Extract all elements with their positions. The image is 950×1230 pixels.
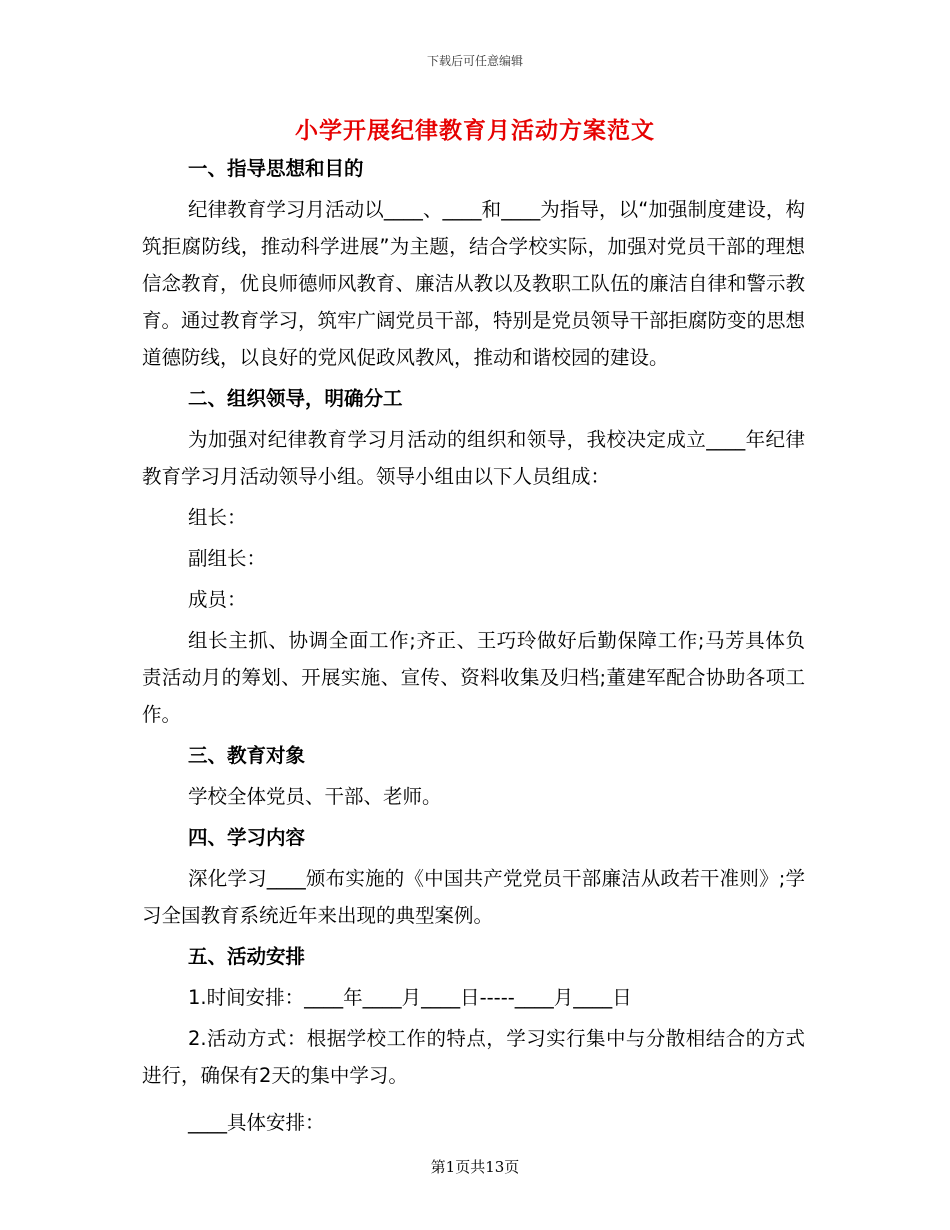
section-heading-organization: 二、组织领导，明确分工 <box>188 387 403 410</box>
paragraph-activity-method: 2.活动方式：根据学校工作的特点，学习实行集中与分散相结合的方式进行，确保有2天的集中学习。 <box>142 1027 805 1087</box>
section-heading-guiding: 一、指导思想和目的 <box>188 157 364 180</box>
document-title: 小学开展纪律教育月活动方案范文 <box>295 118 655 144</box>
paragraph-guiding: 纪律教育学习月活动以____、____和____为指导，以“加强制度建设，构筑拒腐防线，推动科学进展”为主题，结合学校实际，加强对党员干部的理想信念教育，优良师德师风教育、廉洁从教以及教职工队伍的廉洁自律和警示教育。通过教育学习，筑牢广阔党员干部，特别是党员领导干部拒腐防变的思想道德防线，以良好的党风促政风教风，推动和谐校园的建设。 <box>142 198 806 369</box>
document-body <box>142 150 805 1141</box>
line-deputy-leader: 副组长： <box>188 547 267 570</box>
line-members: 成员： <box>188 588 247 611</box>
line-group-leader: 组长： <box>188 506 247 529</box>
page-indicator: 第1页共13页 <box>430 1158 520 1176</box>
paragraph-specific-arrangement: ____具体安排： <box>188 1111 325 1134</box>
section-heading-content: 四、学习内容 <box>188 826 306 849</box>
paragraph-organization-intro: 为加强对纪律教育学习月活动的组织和领导，我校决定成立____年纪律教育学习月活动领导小组。领导小组由以下人员组成： <box>142 428 805 488</box>
paragraph-content: 深化学习____颁布实施的《中国共产党党员干部廉洁从政若干准则》;学习全国教育系统近年来出现的典型案例。 <box>142 867 805 927</box>
section-heading-audience: 三、教育对象 <box>188 744 306 767</box>
paragraph-audience: 学校全体党员、干部、老师。 <box>188 785 442 808</box>
section-heading-schedule: 五、活动安排 <box>188 945 306 968</box>
paragraph-division-of-labor: 组长主抓、协调全面工作;齐正、王巧玲做好后勤保障工作;马芳具体负责活动月的筹划、开展实施、宣传、资料收集及归档;董建军配合协助各项工作。 <box>142 629 805 726</box>
paragraph-time-schedule: 1.时间安排：____年____月____日-----____月____日 <box>188 986 632 1009</box>
header-note: 下载后可任意编辑 <box>426 54 523 68</box>
